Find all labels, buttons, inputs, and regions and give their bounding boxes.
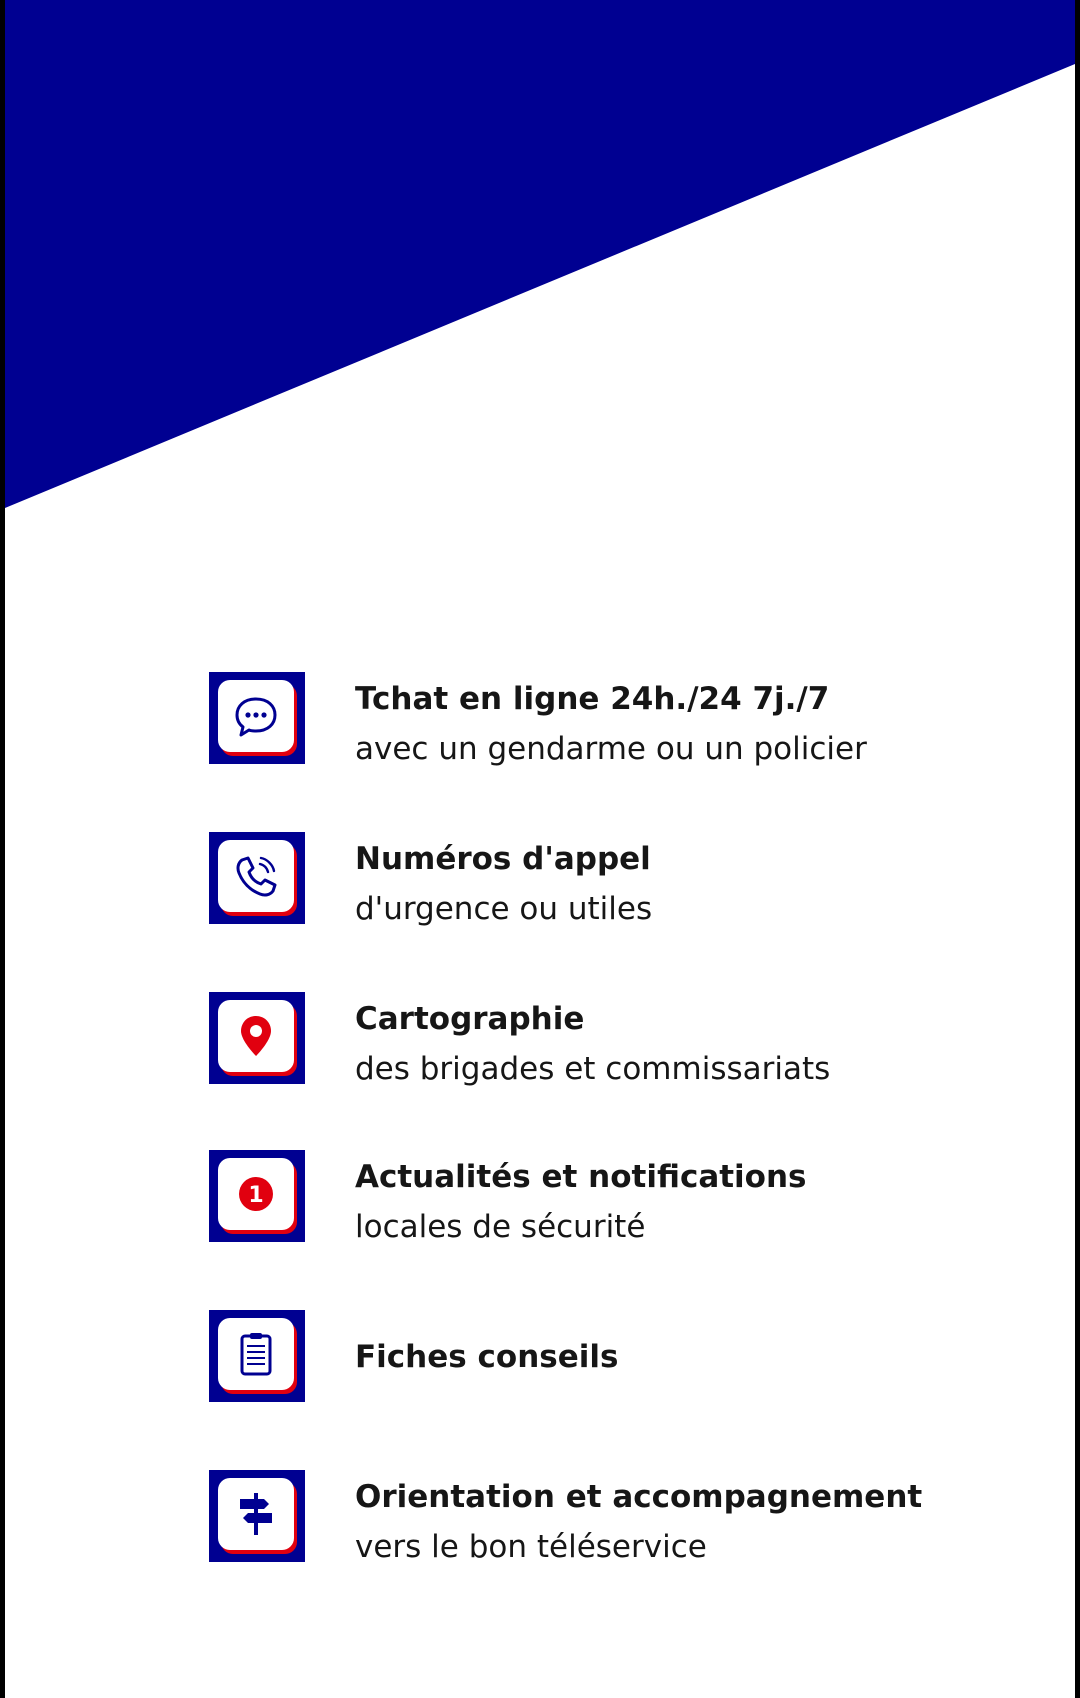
signpost-icon [218, 1478, 294, 1550]
phone-icon [218, 840, 294, 912]
feature-title: Actualités et notifications [355, 1159, 807, 1195]
feature-map[interactable] [209, 992, 1029, 1092]
feature-phone-numbers[interactable] [209, 832, 1029, 932]
feature-title: Tchat en ligne 24h./24 7j./7 [355, 681, 830, 717]
feature-icon-tile [209, 672, 305, 764]
chat-bubble-icon [218, 680, 294, 752]
feature-title: Cartographie [355, 1001, 585, 1037]
notification-badge-count: 1 [248, 1183, 264, 1208]
clipboard-icon [218, 1318, 294, 1390]
feature-subtitle: d'urgence ou utiles [355, 891, 653, 927]
feature-subtitle: des brigades et commissariats [355, 1051, 831, 1087]
feature-title: Orientation et accompagnement [355, 1479, 923, 1515]
header-banner [5, 0, 1075, 520]
feature-title: Fiches conseils [355, 1339, 619, 1375]
feature-chat[interactable] [209, 672, 1029, 772]
feature-title: Numéros d'appel [355, 841, 651, 877]
feature-subtitle: avec un gendarme ou un policier [355, 731, 867, 767]
feature-subtitle: vers le bon téléservice [355, 1529, 707, 1565]
notification-badge-icon [218, 1158, 294, 1230]
feature-icon-tile [209, 992, 305, 1084]
feature-orientation[interactable] [209, 1470, 1029, 1570]
feature-icon-tile [209, 1150, 305, 1242]
map-pin-icon [218, 1000, 294, 1072]
feature-news[interactable] [209, 1150, 1029, 1250]
onboarding-screen [5, 0, 1075, 1698]
feature-advice-sheets[interactable] [209, 1310, 1029, 1410]
feature-subtitle: locales de sécurité [355, 1209, 646, 1245]
feature-icon-tile [209, 1310, 305, 1402]
feature-icon-tile [209, 832, 305, 924]
feature-icon-tile [209, 1470, 305, 1562]
